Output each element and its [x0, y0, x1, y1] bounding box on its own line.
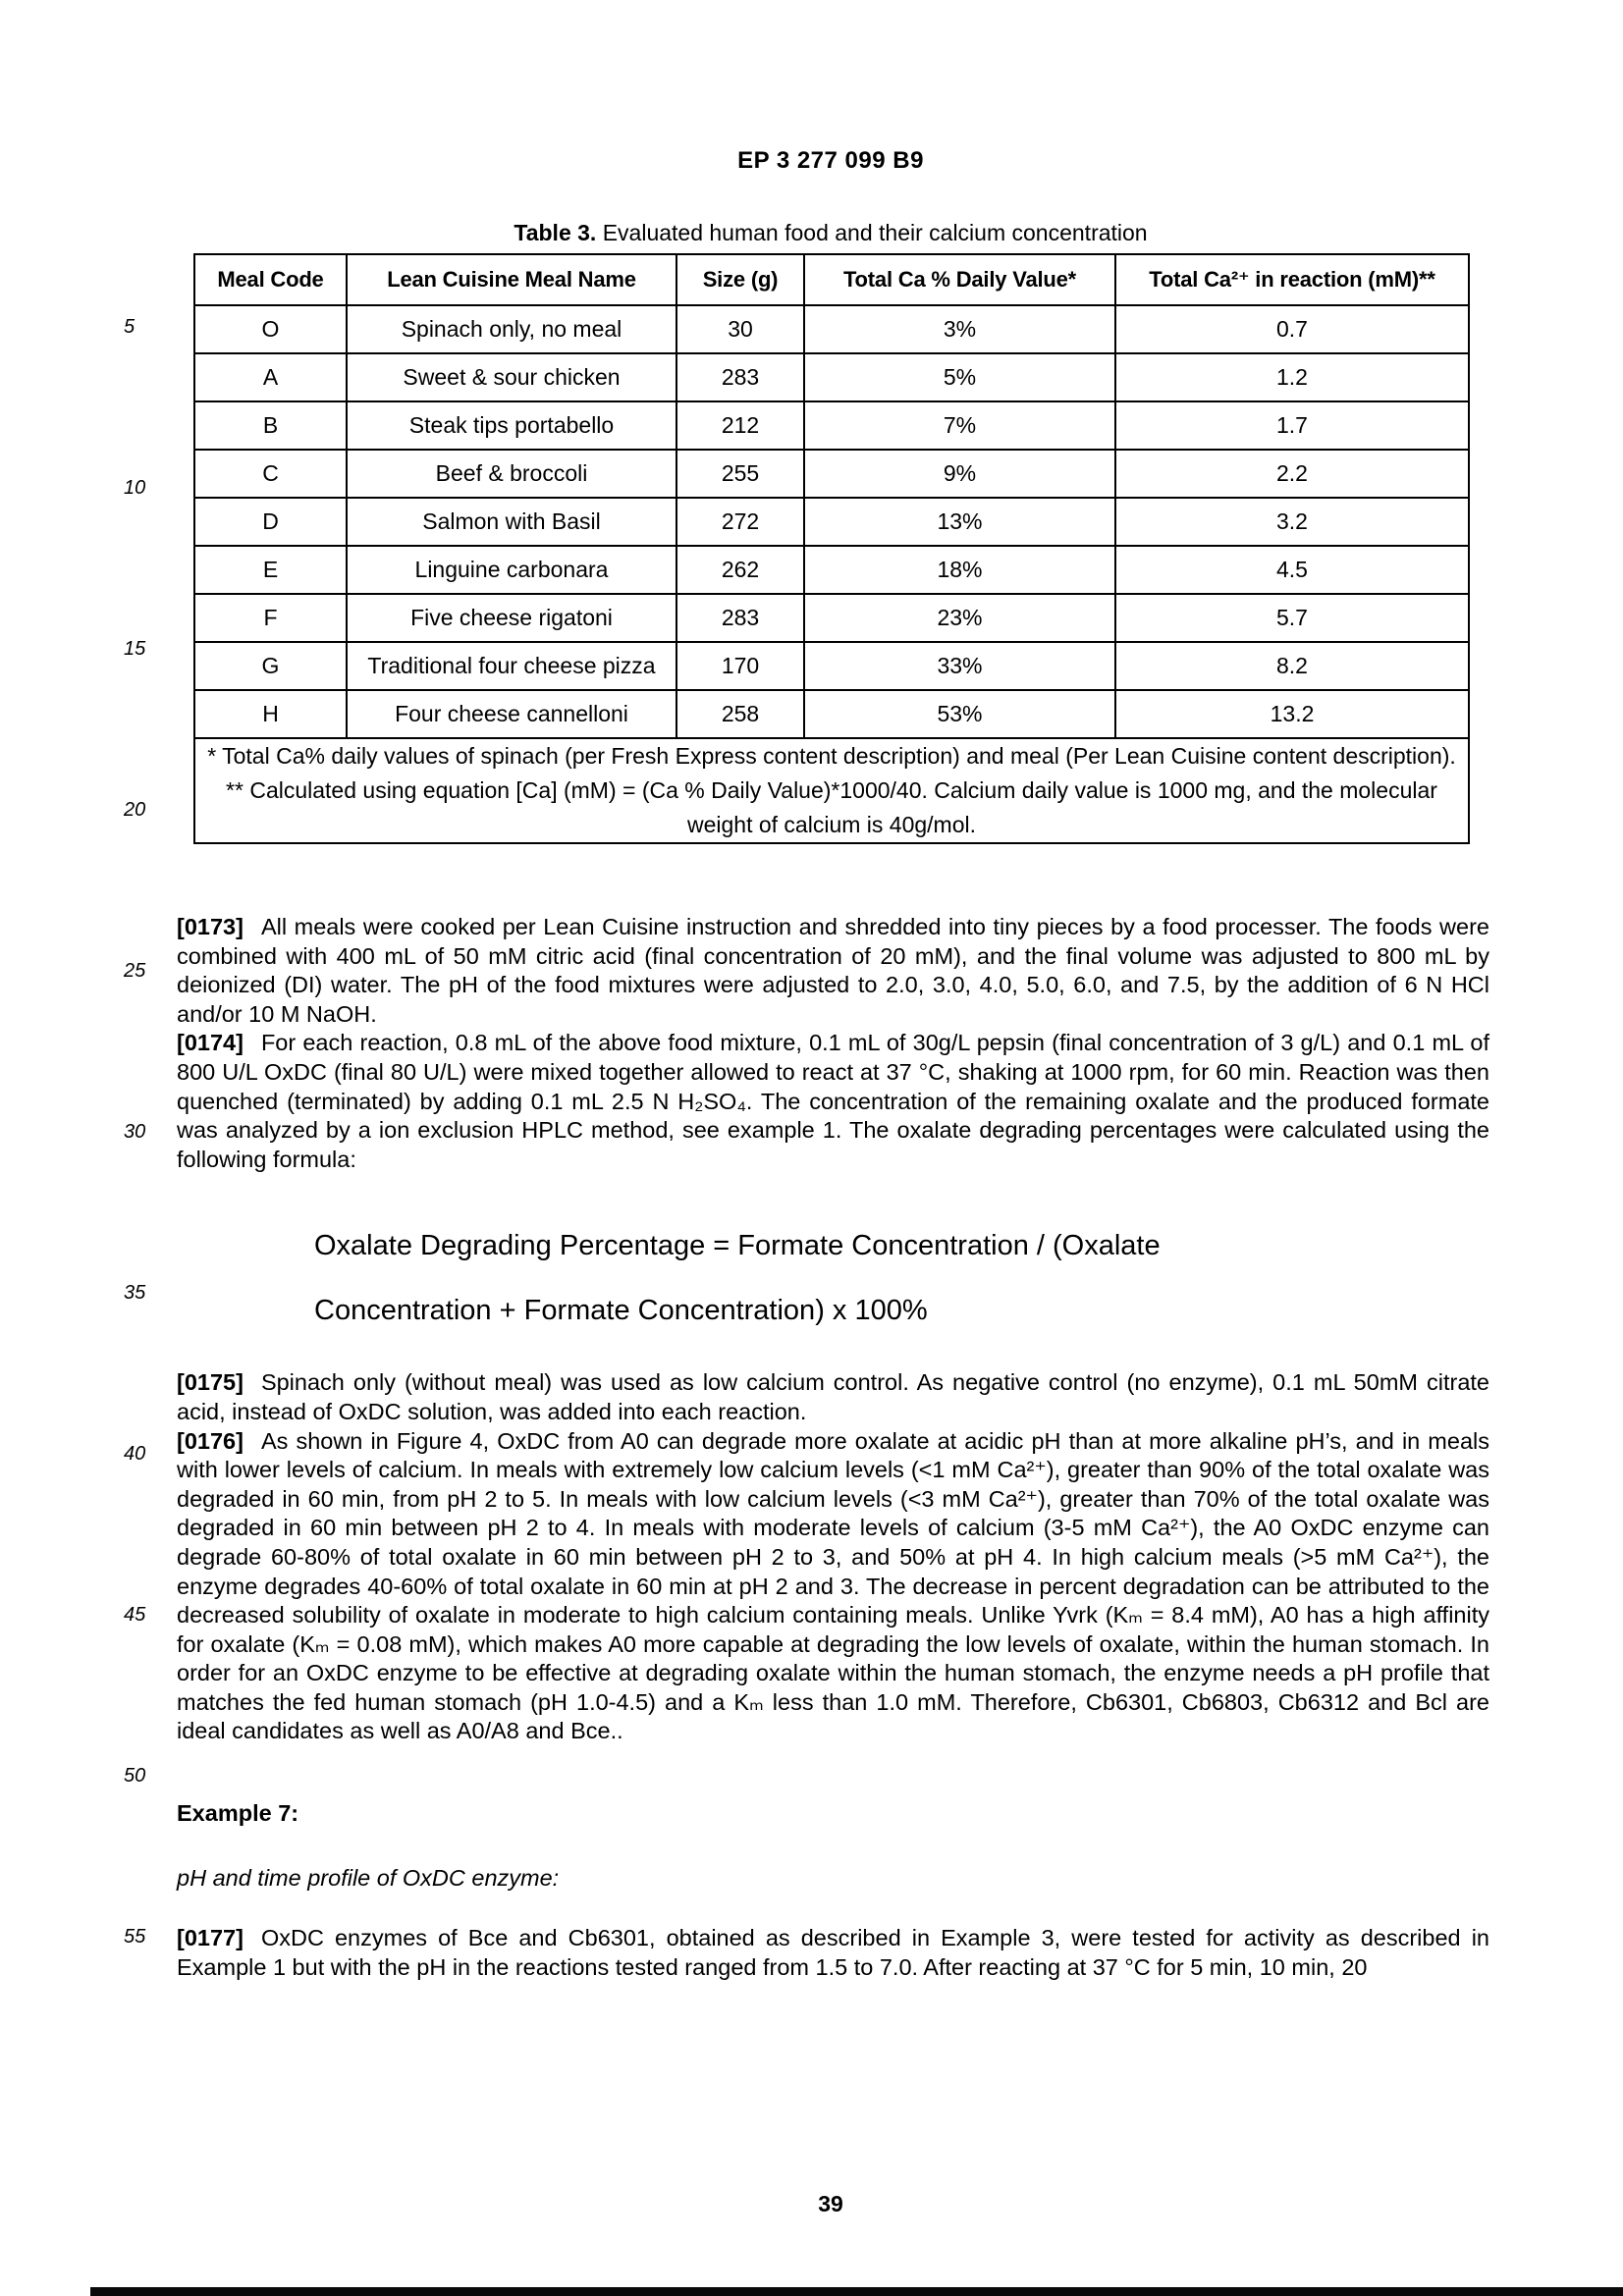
paragraph-text: OxDC enzymes of Bce and Cb6301, obtained as described in Example 3, were tested for activity as described in Example 1 but with the pH in the reactions tested ranged from 1.5 to 7.0. After reacting at 37 °C for 5 min, 10 min, 20 [177, 1925, 1489, 1980]
table-header-row [194, 254, 1469, 305]
paragraph-tag: [0173] [177, 914, 243, 939]
margin-line-number: 50 [124, 1765, 146, 1787]
paragraph-0174 [177, 1029, 1489, 1174]
table-cell: Sweet & sour chicken [347, 353, 676, 401]
paragraph-text: Spinach only (without meal) was used as low calcium control. As negative control (no enzyme), 0.1 mL 50mM citrate acid, instead of OxDC solution, was added into each reaction. [177, 1369, 1489, 1424]
table-cell: 4.5 [1115, 546, 1469, 594]
margin-line-number: 55 [124, 1926, 146, 1948]
table-row [194, 353, 1469, 401]
table-cell: F [194, 594, 347, 642]
example-7-heading: Example 7: [177, 1800, 299, 1827]
margin-line-number: 25 [124, 960, 146, 982]
table-cell: 283 [676, 353, 804, 401]
table-row [194, 305, 1469, 353]
table-cell: Traditional four cheese pizza [347, 642, 676, 690]
table-cell: Steak tips portabello [347, 401, 676, 450]
table-cell: 5.7 [1115, 594, 1469, 642]
table-row [194, 690, 1469, 738]
formula-line-1: Oxalate Degrading Percentage = Formate Concentration / (Oxalate [314, 1230, 1161, 1262]
header-cell-meal-code: Meal Code [194, 254, 347, 305]
header-cell-meal-name: Lean Cuisine Meal Name [347, 254, 676, 305]
table-row [194, 498, 1469, 546]
header-cell-reaction: Total Ca²⁺ in reaction (mM)** [1115, 254, 1469, 305]
table-cell: 262 [676, 546, 804, 594]
paragraph-tag: [0177] [177, 1925, 243, 1951]
table-cell: 0.7 [1115, 305, 1469, 353]
table-cell: Spinach only, no meal [347, 305, 676, 353]
margin-line-number: 40 [124, 1443, 146, 1465]
table-cell: 272 [676, 498, 804, 546]
table-cell: Four cheese cannelloni [347, 690, 676, 738]
oxalate-degrading-formula [314, 1213, 1489, 1343]
table-cell: O [194, 305, 347, 353]
table-cell: Five cheese rigatoni [347, 594, 676, 642]
paragraph-0175 [177, 1368, 1489, 1426]
table-cell: 33% [804, 642, 1115, 690]
table-cell: 283 [676, 594, 804, 642]
table-title-label: Table 3. [514, 220, 597, 245]
header-cell-daily-value: Total Ca % Daily Value* [804, 254, 1115, 305]
margin-line-number: 30 [124, 1121, 146, 1143]
margin-line-number: 20 [124, 799, 146, 821]
table-cell: 8.2 [1115, 642, 1469, 690]
table-cell: 53% [804, 690, 1115, 738]
table-cell: 7% [804, 401, 1115, 450]
table-cell: 212 [676, 401, 804, 450]
margin-line-number: 5 [124, 316, 135, 338]
body-text [177, 913, 1489, 1982]
table-cell: 170 [676, 642, 804, 690]
table-cell: 18% [804, 546, 1115, 594]
scan-edge-artifact [90, 2287, 1623, 2296]
footnote-double-asterisk: ** Calculated using equation [Ca] (mM) = (Ca % Daily Value)*1000/40. Calcium daily value is 1000 mg, and the molecular weight of calcium is 40g/mol. [226, 777, 1437, 837]
table-cell: 258 [676, 690, 804, 738]
header-cell-size: Size (g) [676, 254, 804, 305]
table-cell: 1.7 [1115, 401, 1469, 450]
table-body [194, 305, 1469, 738]
table-cell: H [194, 690, 347, 738]
page-number: 39 [818, 2191, 843, 2216]
margin-line-number: 45 [124, 1604, 146, 1626]
table-cell: 13% [804, 498, 1115, 546]
table-cell: C [194, 450, 347, 498]
table-title [193, 220, 1468, 246]
paragraph-text: All meals were cooked per Lean Cuisine instruction and shredded into tiny pieces by a food processer. The foods were combined with 400 mL of 50 mM citric acid (final concentration of 20 mM), and the final volume was adjusted to 800 mL by deionized (DI) water. The pH of the food mixtures were adjusted to 2.0, 3.0, 4.0, 5.0, 6.0, and 7.5, by the addition of 6 N HCl and/or 10 M NaOH. [177, 914, 1489, 1027]
margin-line-number: 10 [124, 477, 146, 499]
table-cell: 1.2 [1115, 353, 1469, 401]
paragraph-text: For each reaction, 0.8 mL of the above food mixture, 0.1 mL of 30g/L pepsin (final concentration of 3 g/L) and 0.1 mL of 800 U/L OxDC (final 80 U/L) were mixed together allowed to react at 37 °C, shaking at 1000 rpm, for 60 min. Reaction was then quenched (terminated) by adding 0.1 mL 2.5 N H₂SO₄. The concentration of the remaining oxalate and the produced formate was analyzed by a ion exclusion HPLC method, see example 1. The oxalate degrading percentages were calculated using the following formula: [177, 1030, 1489, 1172]
table-cell: 13.2 [1115, 690, 1469, 738]
margin-line-number: 15 [124, 638, 146, 660]
table-cell: 3% [804, 305, 1115, 353]
paragraph-0177 [177, 1924, 1489, 1982]
table-cell: D [194, 498, 347, 546]
table-cell: A [194, 353, 347, 401]
table-cell: Salmon with Basil [347, 498, 676, 546]
table-footnote [194, 738, 1469, 843]
table-row [194, 642, 1469, 690]
table-cell: B [194, 401, 347, 450]
table-row [194, 594, 1469, 642]
paragraph-tag: [0176] [177, 1427, 243, 1454]
paragraph-text: As shown in Figure 4, OxDC from A0 can degrade more oxalate at acidic pH than at more alkaline pH’s, and in meals with lower levels of calcium. In meals with extremely low calcium levels (<1 mM Ca²⁺), greater than 90% of the total oxalate was degraded in 60 min, from pH 2 to 5. In meals with low calcium levels (<3 mM Ca²⁺), greater than 70% of the total oxalate was degraded in 60 min between pH 2 to 4. In meals with moderate levels of calcium (3-5 mM Ca²⁺), the A0 OxDC enzyme can degrade 60-80% of total oxalate in 60 min between pH 2 to 3, and 50% at pH 4. In high calcium meals (>5 mM Ca²⁺), the enzyme degrades 40-60% of total oxalate in 60 min at pH 2 and 3. The decrease in percent degradation can be attributed to the decreased solubility of oxalate in moderate to high calcium containing meals. Unlike Yvrk (Kₘ = 8.4 mM), A0 has a high affinity for oxalate (Kₘ = 0.08 mM), which makes A0 more capable at degrading the low levels of oxalate, within the human stomach. In order for an OxDC enzyme to be effective at degrading oxalate within the human stomach, the enzyme needs a pH profile that matches the fed human stomach (pH 1.0-4.5) and a Kₘ less than 1.0 mM. Therefore, Cb6301, Cb6803, Cb6312 and Bcl are ideal candidates as well as A0/A8 and Bce.. [177, 1427, 1489, 1744]
formula-line-2: Concentration + Formate Concentration) x 100% [314, 1295, 928, 1327]
paragraph-tag: [0174] [177, 1030, 243, 1056]
table-cell: E [194, 546, 347, 594]
table-cell: 9% [804, 450, 1115, 498]
calcium-table [193, 253, 1470, 844]
table-cell: 23% [804, 594, 1115, 642]
table-cell: 2.2 [1115, 450, 1469, 498]
table-row [194, 450, 1469, 498]
table-cell: G [194, 642, 347, 690]
table-cell: 5% [804, 353, 1115, 401]
margin-line-number: 35 [124, 1282, 146, 1304]
document-number: EP 3 277 099 B9 [737, 147, 924, 174]
table-footnote-row [194, 738, 1469, 843]
example-7-subheading: pH and time profile of OxDC enzyme: [177, 1864, 560, 1891]
paragraph-0176 [177, 1427, 1489, 1747]
paragraph-0173 [177, 913, 1489, 1029]
paragraph-tag: [0175] [177, 1369, 243, 1396]
table-cell: 3.2 [1115, 498, 1469, 546]
table-cell: Linguine carbonara [347, 546, 676, 594]
table-row [194, 401, 1469, 450]
table-title-text: Evaluated human food and their calcium concentration [596, 220, 1148, 245]
table-row [194, 546, 1469, 594]
footnote-asterisk: * Total Ca% daily values of spinach (per Fresh Express content description) and meal (Per Lean Cuisine content description). [207, 743, 1456, 769]
table-cell: Beef & broccoli [347, 450, 676, 498]
table-cell: 30 [676, 305, 804, 353]
table-cell: 255 [676, 450, 804, 498]
